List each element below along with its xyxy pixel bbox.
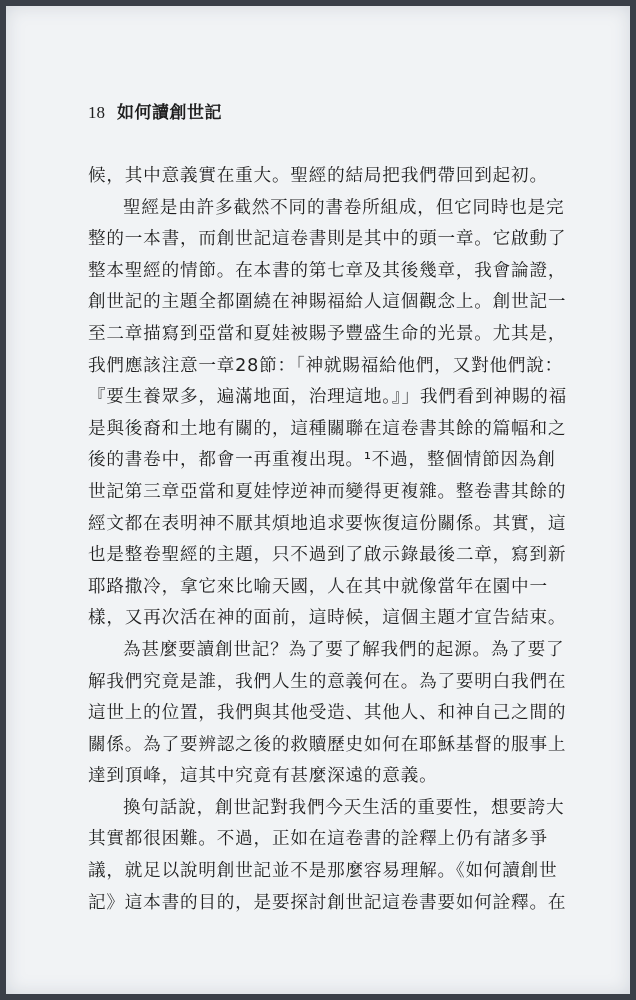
book-page (6, 6, 630, 994)
text-line: 是與後裔和土地有關的，這種關聯在這卷書其餘的篇幅和之 (88, 418, 567, 439)
text-line: 關係。為了要辨認之後的救贖歷史如何在耶穌基督的服事上 (88, 734, 567, 755)
text-line: 整本聖經的情節。在本書的第七章及其後幾章，我會論證， (88, 260, 567, 281)
text-line: 經文都在表明神不厭其煩地追求要恢復這份關係。其實，這 (88, 513, 567, 534)
text-line: 也是整卷聖經的主題，只不過到了啟示錄最後二章，寫到新 (88, 545, 567, 566)
text-line: 達到頂峰，這其中究竟有甚麼深遠的意義。 (88, 766, 438, 787)
text-line: 議，就足以說明創世記並不是那麼容易理解。《如何讀創世 (88, 861, 558, 882)
text-line: 我們應該注意一章28節：「神就賜福給他們，又對他們說： (88, 355, 564, 376)
text-line: 世記第三章亞當和夏娃悖逆神而變得更複雜。整卷書其餘的 (88, 481, 567, 502)
text-line: 這世上的位置，我們與其他受造、其他人、和神自己之間的 (88, 703, 567, 724)
text-line: 解我們究竟是誰，我們人生的意義何在。為了要明白我們在 (88, 671, 567, 692)
running-header (88, 98, 222, 122)
text-line: 整的一本書，而創世記這卷書則是其中的頭一章。它啟動了 (88, 229, 567, 250)
text-line: 耶路撒冷，拿它來比喻天國，人在其中就像當年在園中一 (88, 576, 548, 597)
text-line: 『要生養眾多，遍滿地面，治理這地。』」我們看到神賜的福 (88, 387, 568, 408)
text-line: 樣，又再次活在神的面前，這時候，這個主題才宣告結束。 (88, 608, 567, 629)
text-line: 記》這本書的目的，是要探討創世記這卷書要如何詮釋。在 (88, 892, 567, 913)
text-line: 後的書卷中，都會一再重複出現。¹不過，整個情節因為創 (88, 450, 556, 471)
text-line: 為甚麼要讀創世記？為了要了解我們的起源。為了要了 (123, 639, 565, 660)
text-line: 候，其中意義實在重大。聖經的結局把我們帶回到起初。 (88, 166, 548, 186)
text-line: 至二章描寫到亞當和夏娃被賜予豐盛生命的光景。尤其是， (88, 323, 567, 344)
text-line: 換句話說，創世記對我們今天生活的重要性，想要誇大 (123, 797, 565, 818)
text-line: 聖經是由許多截然不同的書卷所組成，但它同時也是完 (123, 197, 565, 218)
body-text (88, 161, 582, 919)
book-title: 如何讀創世記 (117, 103, 222, 123)
text-line: 其實都很困難。不過，正如在這卷書的詮釋上仍有諸多爭 (88, 829, 548, 850)
text-line: 創世記的主題全都圍繞在神賜福給人這個觀念上。創世記一 (88, 292, 567, 313)
page-number: 18 (88, 103, 105, 122)
